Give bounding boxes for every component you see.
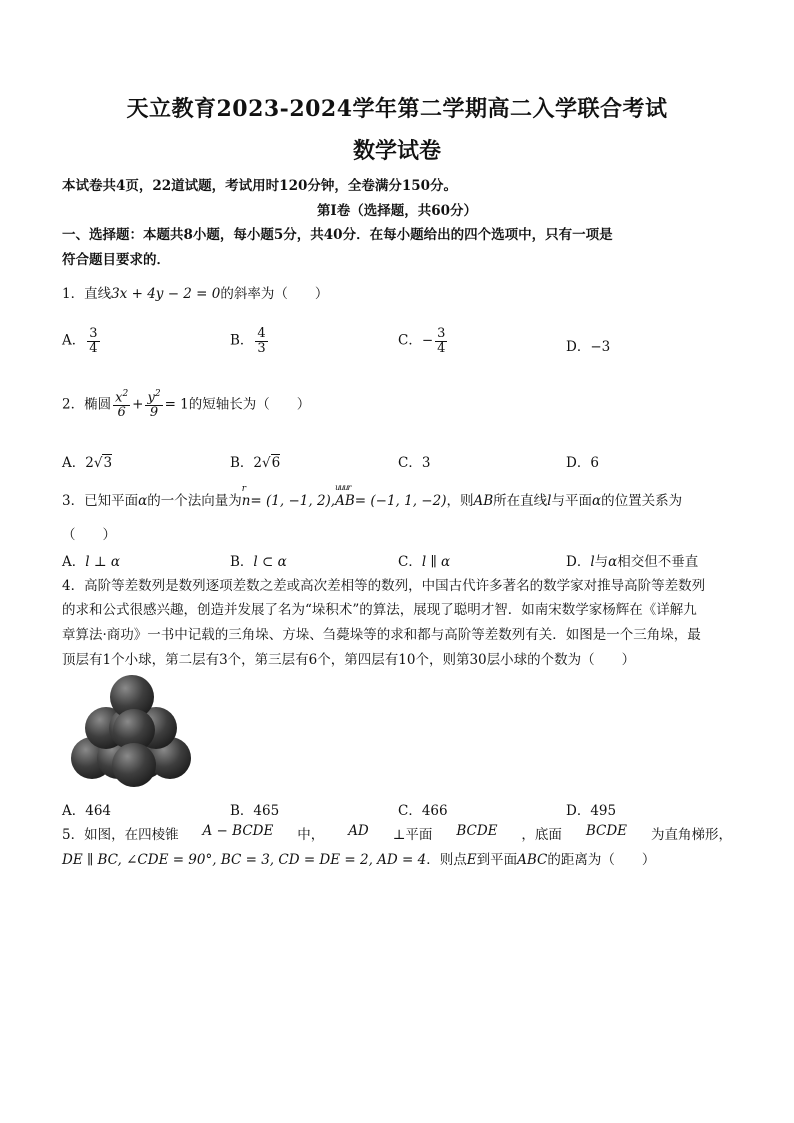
q4-option-d: D．495 [566, 803, 617, 819]
q2-option-a: A．2√3 [62, 455, 113, 471]
exam-title: 天立教育2023-2024学年第二学期高二入学联合考试 [126, 96, 668, 122]
question-3-line1: 3．已知平面α的一个法向量为 r n= (1, −1, 2), uuur AB= (−1, 1, −2)，则AB所在直线l与平面α的位置关系为 [62, 483, 683, 509]
question-5-line2: DE ∥ BC, ∠CDE = 90°, BC = 3, CD = DE = 2, AD = 4．则点E到平面ABC的距离为（ ） [62, 852, 656, 868]
q2-option-c: C．3 [398, 455, 431, 471]
exam-intro: 本试卷共4页，22道试题，考试用时120分钟，全卷满分150分。 [62, 178, 458, 194]
q2-option-d: D．6 [566, 455, 599, 471]
q2-option-b: B．2√6 [230, 455, 281, 471]
question-5-line1: 5．如图，在四棱锥 A − BCDE 中， AD ⊥平面 BCDE ，底面 BCDE 为直角梯形， [62, 823, 732, 843]
q1-option-d: D．−3 [566, 339, 611, 355]
question-1: 1．直线3x + 4y − 2 = 0的斜率为（ ） [62, 286, 329, 302]
q3-option-b: B．l ⊂ α [230, 554, 287, 570]
question-4-line4: 顶层有1个小球，第二层有3个，第三层有6个，第四层有10个，则第30层小球的个数为（ ） [62, 652, 636, 668]
section-heading-line1: 一、选择题：本题共8小题，每小题5分，共40分．在每小题给出的四个选项中，只有一项是 [62, 227, 613, 243]
question-3-line2: （ ） [62, 527, 116, 543]
q4-option-a: A．464 [62, 803, 112, 819]
question-4-line1: 4．高阶等差数列是数列逐项差数之差或高次差相等的数列，中国古代许多著名的数学家对推导高阶等差数列 [62, 578, 706, 594]
q1-option-b: B． $\frac{4}{3}$ [230, 326, 266, 356]
question-4-line2: 的求和公式很感兴趣，创造并发展了名为“垛积术”的算法，展现了聪明才智．如南宋数学家杨辉在《详解九 [62, 602, 697, 618]
q3-option-c: C．l ∥ α [398, 554, 451, 570]
volume-title: 第Ⅰ卷（选择题，共60分） [316, 203, 478, 219]
q4-option-b: B．465 [230, 803, 280, 819]
q3-option-d: D．l与α相交但不垂直 [566, 554, 699, 570]
triangular-pile-figure [62, 670, 202, 790]
question-2: 2．椭圆 $\frac{x^2}{6}$ + $\frac{y^2}{9}$ = 1的短轴长为（ ） [62, 389, 311, 420]
q1-option-a: A． $\frac{3}{4}$ [62, 326, 98, 356]
section-heading-line2: 符合题目要求的． [62, 252, 170, 268]
q1-expression: 3x + 4y − 2 = 0 [111, 286, 221, 302]
q4-option-c: C．466 [398, 803, 448, 819]
q1-option-c: C．− $\frac{3}{4}$ [398, 326, 446, 356]
ball [112, 743, 156, 787]
exam-subtitle: 数学试卷 [352, 138, 441, 164]
question-4-line3: 章算法·商功》一书中记载的三角垛、方垛、刍薨垛等的求和都与高阶等差数列有关．如图是一个三角垛，最 [62, 627, 701, 643]
q3-option-a: A．l ⊥ α [62, 554, 120, 570]
